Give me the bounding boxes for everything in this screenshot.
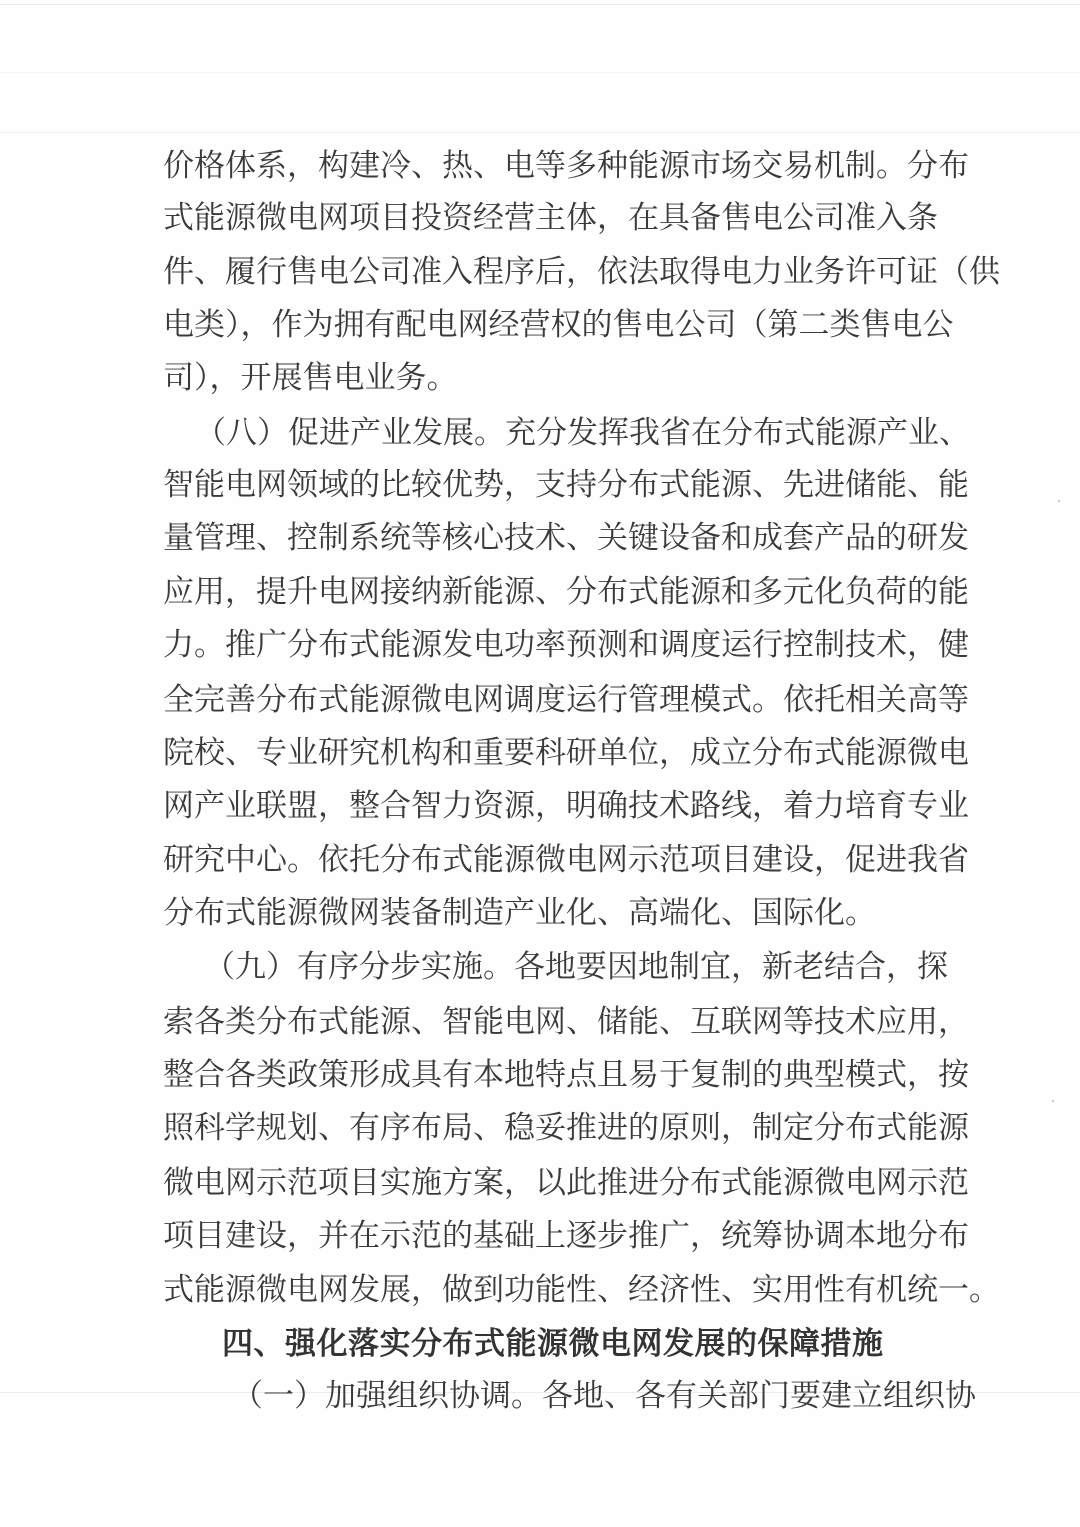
paragraph-line: 量管理、控制系统等核心技术、关键设备和成套产品的研发 (163, 520, 969, 556)
paragraph-line: 全完善分布式能源微电网调度运行管理模式。依托相关高等 (163, 682, 969, 718)
scan-artifact-line (0, 72, 1080, 73)
paragraph-line: 分布式能源微网装备制造产业化、高端化、国际化。 (163, 895, 876, 931)
paragraph-line: 式能源微电网发展，做到功能性、经济性、实用性有机统一。 (163, 1272, 1000, 1308)
scan-artifact-line (0, 4, 1080, 5)
paragraph-line: 项目建设，并在示范的基础上逐步推广，统筹协调本地分布 (163, 1218, 969, 1254)
scan-speck (1058, 500, 1060, 502)
scan-speck (1052, 1100, 1054, 1102)
paragraph-line: 司），开展售电业务。 (163, 360, 458, 396)
paragraph-line: 照科学规划、有序布局、稳妥推进的原则，制定分布式能源 (163, 1110, 969, 1146)
paragraph-line: 式能源微电网项目投资经营主体，在具备售电公司准入条 (163, 200, 938, 236)
paragraph-line: （一）加强组织协调。各地、各有关部门要建立组织协 (232, 1378, 976, 1414)
paragraph-line: 应用，提升电网接纳新能源、分布式能源和多元化负荷的能 (163, 574, 969, 610)
paragraph-line: 力。推广分布式能源发电功率预测和调度运行控制技术，健 (163, 627, 969, 663)
paragraph-line: 智能电网领域的比较优势，支持分布式能源、先进储能、能 (163, 467, 969, 503)
paragraph-line: 索各类分布式能源、智能电网、储能、互联网等技术应用， (163, 1004, 969, 1040)
paragraph-line: 微电网示范项目实施方案，以此推进分布式能源微电网示范 (163, 1165, 969, 1201)
paragraph-line: 件、履行售电公司准入程序后，依法取得电力业务许可证（供 (163, 254, 1000, 290)
paragraph-line: 院校、专业研究机构和重要科研单位，成立分布式能源微电 (163, 735, 969, 771)
paragraph-line: 网产业联盟，整合智力资源，明确技术路线，着力培育专业 (163, 788, 969, 824)
scan-artifact-line (0, 132, 1080, 133)
paragraph-line: （八）促进产业发展。充分发挥我省在分布式能源产业、 (195, 415, 970, 451)
section-heading: 四、强化落实分布式能源微电网发展的保障措施 (222, 1326, 884, 1362)
paragraph-line: 电类），作为拥有配电网经营权的售电公司（第二类售电公 (163, 307, 954, 343)
paragraph-line: 研究中心。依托分布式能源微电网示范项目建设，促进我省 (163, 842, 969, 878)
paragraph-line: （九）有序分步实施。各地要因地制宜，新老结合，探 (204, 949, 948, 985)
paragraph-line: 整合各类政策形成具有本地特点且易于复制的典型模式，按 (163, 1057, 969, 1093)
paragraph-line: 价格体系，构建冷、热、电等多种能源市场交易机制。分布 (163, 148, 969, 184)
